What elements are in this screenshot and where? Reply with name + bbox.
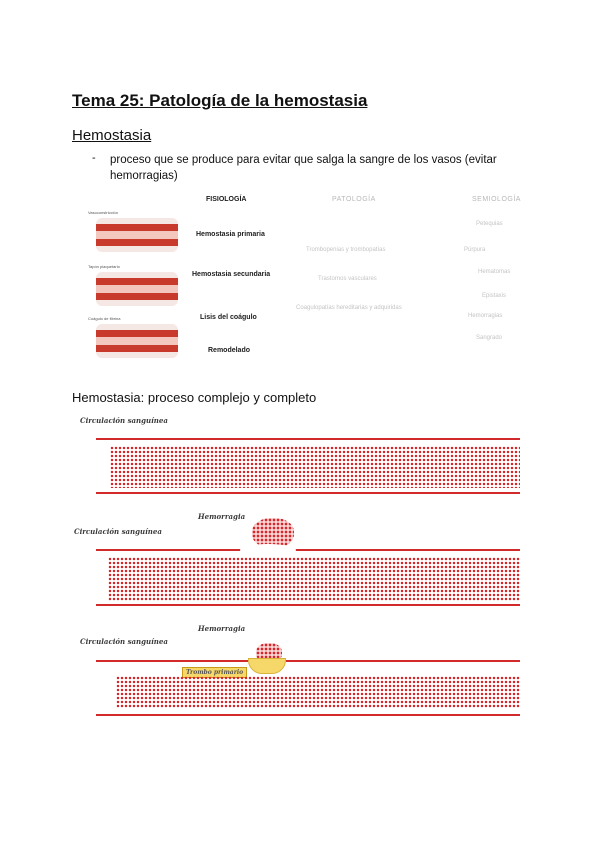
blood-cells — [116, 676, 520, 708]
phase-remodeling: Remodelado — [208, 347, 251, 354]
vessel-wall-top — [96, 438, 520, 440]
vessel-wall-top-right — [286, 660, 520, 662]
bullet-text: proceso que se produce para evitar que salga la sangre de los vasos (evitar hemorragias) — [110, 154, 497, 182]
panel-label-1: Vasoconstricción — [88, 210, 118, 215]
bullet-marker: - — [92, 152, 96, 164]
semiology-item-6: Sangrado — [476, 335, 503, 341]
physiology-header: FISIOLOGÍA — [206, 196, 247, 203]
pathology-item-2: Trastornos vasculares — [318, 276, 377, 282]
pathology-item-1: Trombopenias y trombopatías — [306, 247, 386, 253]
section-heading: Hemostasia — [72, 127, 152, 144]
hemorrhage-label-1: Hemorragia — [198, 512, 246, 521]
semiology-item-2: Púrpura — [464, 247, 486, 253]
vessel-wall-top-right — [290, 549, 520, 551]
circulation-label-2: Circulación sanguínea — [74, 527, 162, 536]
vessel-panel-fibrin-clot — [96, 324, 178, 358]
page-title: Tema 25: Patología de la hemostasia — [72, 91, 368, 110]
pathology-item-3: Coagulopatías hereditarias y adquiridas — [296, 305, 402, 311]
semiology-item-5: Hemorragias — [468, 313, 503, 319]
vessel-wall-top-left — [96, 549, 244, 551]
vessel-breach — [240, 544, 296, 556]
vessel-wall-bottom — [96, 492, 520, 494]
circulation-label-1: Circulación sanguínea — [80, 416, 168, 425]
vessel-wall-bottom — [96, 714, 520, 716]
phase-clot-lysis: Lisis del coágulo — [200, 314, 257, 321]
pathology-header: PATOLOGÍA — [332, 196, 376, 203]
semiology-item-3: Hematomas — [478, 269, 511, 275]
thrombus-label: Trombo primario — [182, 667, 247, 678]
platelet-plug — [248, 658, 286, 674]
vessel-panel-platelet-plug — [96, 272, 178, 306]
semiology-item-1: Petequias — [476, 221, 503, 227]
circulation-label-3: Circulación sanguínea — [80, 637, 168, 646]
blood-cells — [110, 446, 520, 488]
panel-label-3: Coágulo de fibrina — [88, 316, 121, 321]
semiology-item-4: Epistaxis — [482, 293, 507, 299]
panel-label-2: Tapón plaquetario — [88, 264, 120, 269]
blood-cells — [108, 557, 520, 601]
complex-process-heading: Hemostasia: proceso complejo y completo — [72, 390, 317, 405]
vessel-panel-vasoconstriction — [96, 218, 178, 252]
hemorrhage-label-2: Hemorragia — [198, 624, 246, 633]
semiology-header: SEMIOLOGÍA — [472, 196, 521, 203]
vessel-wall-bottom — [96, 604, 520, 606]
phase-secondary: Hemostasia secundaria — [192, 271, 271, 278]
phase-primary: Hemostasia primaria — [196, 231, 265, 238]
vessel-wall-top-left — [96, 660, 248, 662]
